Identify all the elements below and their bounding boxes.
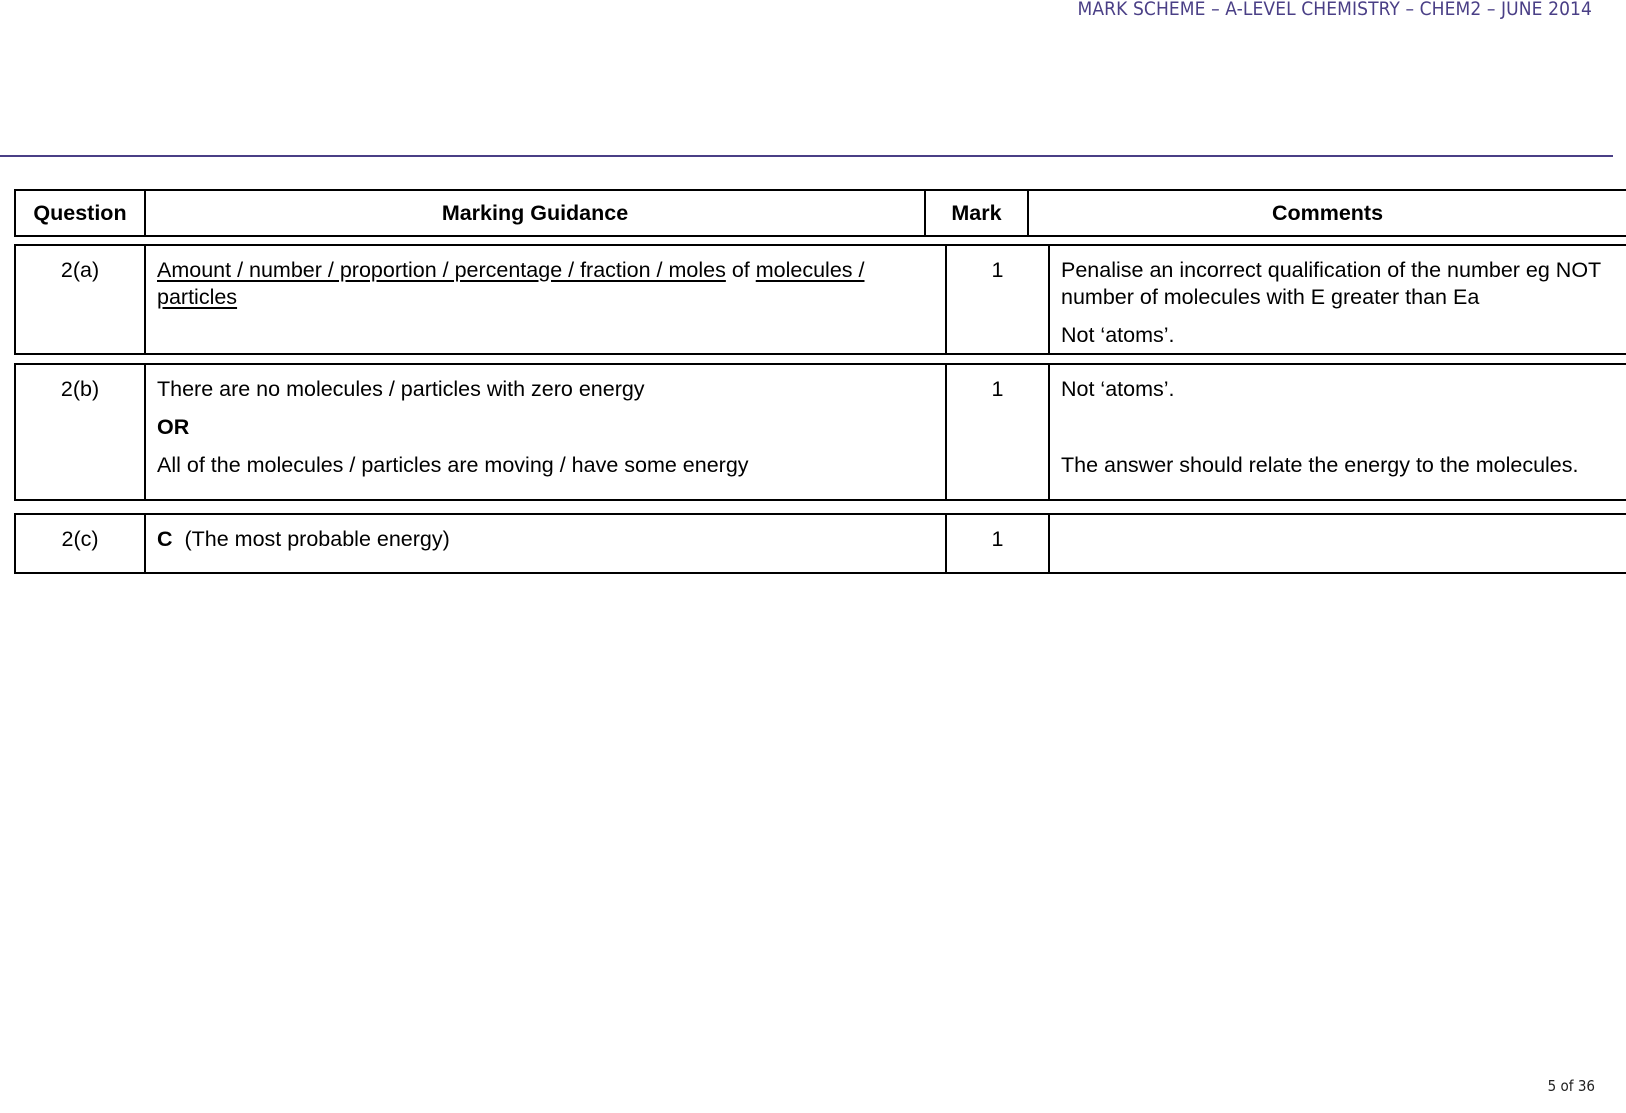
column-header-table [14,189,1626,237]
marking-guidance [145,245,946,354]
comment-line: Not ‘atoms’. [1061,377,1175,401]
comment-line: The answer should relate the energy to the molecules. [1061,453,1579,477]
guidance-or: OR [157,415,190,439]
mark-value: 1 [946,364,1049,500]
answer-row-2a [14,244,1626,355]
page-number: 5 of 36 [1547,1077,1595,1095]
running-header: MARK SCHEME – A-LEVEL CHEMISTRY – CHEM2 – JUNE 2014 [1077,0,1592,20]
column-header-row [15,190,1626,236]
guidance-line: There are no molecules / particles with zero energy [157,377,645,401]
marking-guidance [145,514,946,573]
guidance-answer-letter: C [157,527,173,551]
column-header-comments: Comments [1271,200,1384,225]
guidance-underlined-terms: Amount / number / proportion / percentage / fraction / moles [157,258,726,282]
comments [1049,514,1626,573]
column-header-mark: Mark [925,190,1028,236]
answer-row-2c [14,513,1626,574]
marking-guidance [145,364,946,500]
mark-value: 1 [946,514,1049,573]
mark-value: 1 [946,245,1049,354]
comment-line: Not ‘atoms’. [1061,323,1175,347]
column-header-guidance: Marking Guidance [145,190,925,236]
comments [1049,245,1626,354]
guidance-underlined-terms: molecules / particles [157,258,865,309]
header-rule [0,155,1613,157]
guidance-line: All of the molecules / particles are moving / have some energy [157,453,749,477]
guidance-connector: of [725,258,756,282]
column-header-question: Question [15,190,145,236]
question-number: 2(c) [15,514,145,573]
answer-row-2b [14,363,1626,501]
guidance-answer-text: (The most probable energy) [172,527,450,551]
question-number: 2(a) [15,245,145,354]
comment-line: Penalise an incorrect qualification of the number eg NOT number of molecules with E greater than Ea [1061,258,1601,309]
question-number: 2(b) [15,364,145,500]
comments [1049,364,1626,500]
